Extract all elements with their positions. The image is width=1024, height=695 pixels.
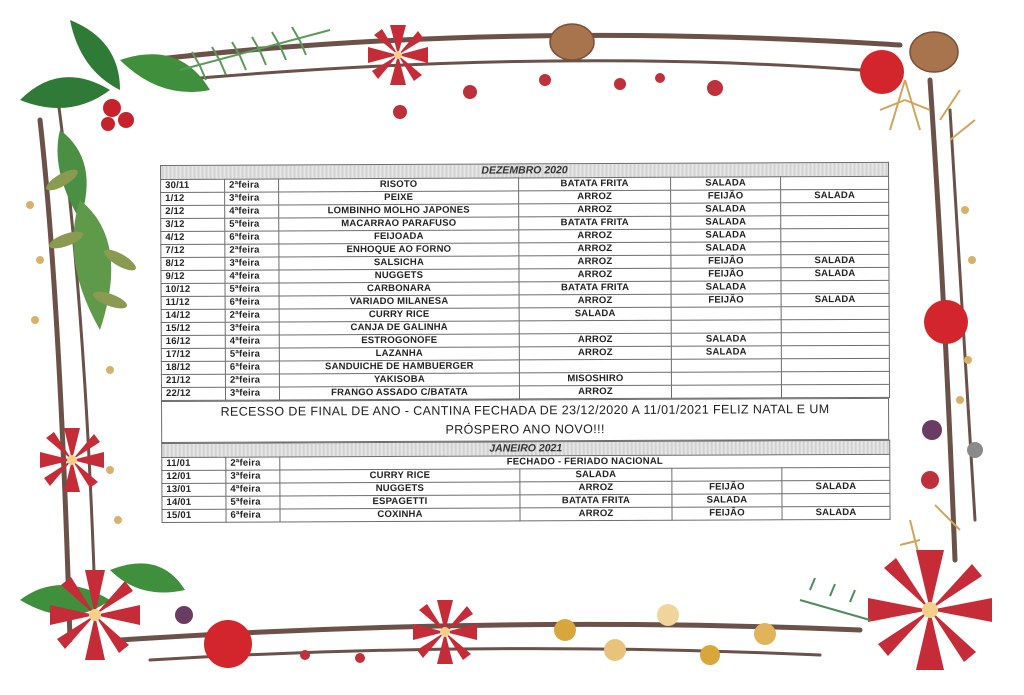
side-dish-2-cell: SALADA — [671, 216, 781, 229]
lunch-menu-document — [160, 162, 890, 523]
side-dish-3-cell — [781, 306, 889, 319]
main-dish-cell: ENHOQUE AO FORNO — [279, 243, 519, 257]
side-dish-2-cell: SALADA — [672, 494, 782, 507]
side-dish-3-cell — [781, 371, 889, 384]
weekday-cell: 6ªfeira — [225, 361, 279, 374]
side-dish-cell: ARROZ — [519, 255, 671, 269]
date-cell: 21/12 — [161, 374, 225, 387]
weekday-cell: 3ªfeira — [225, 257, 279, 270]
notice-table — [161, 398, 889, 443]
side-dish-2-cell — [671, 385, 781, 398]
side-dish-2-cell: FEIJÃO — [671, 190, 781, 203]
side-dish-cell: BATATA FRITA — [519, 216, 671, 230]
side-dish-cell: ARROZ — [519, 268, 671, 282]
main-dish-cell: ESPAGETTI — [280, 495, 520, 509]
main-dish-cell: SANDUICHE DE HAMBUERGER — [279, 360, 519, 374]
main-dish-cell: CARBONARA — [279, 282, 519, 296]
date-cell: 13/01 — [162, 483, 226, 496]
main-dish-cell: CURRY RICE — [280, 469, 520, 483]
side-dish-2-cell: SALADA — [671, 333, 781, 346]
side-dish-3-cell — [781, 202, 889, 215]
weekday-cell: 2ªfeira — [225, 244, 279, 257]
weekday-cell: 4ªfeira — [225, 270, 279, 283]
weekday-cell: 3ªfeira — [226, 470, 280, 483]
weekday-cell: 3ªfeira — [225, 192, 279, 205]
side-dish-2-cell: SALADA — [671, 346, 781, 359]
main-dish-cell: SALSICHA — [279, 256, 519, 270]
side-dish-2-cell: SALADA — [671, 229, 781, 242]
side-dish-2-cell — [671, 307, 781, 320]
main-dish-cell: FRANGO ASSADO C/BATATA — [279, 386, 519, 400]
date-cell: 2/12 — [161, 205, 225, 218]
date-cell: 11/12 — [161, 296, 225, 309]
side-dish-cell: ARROZ — [519, 203, 671, 217]
side-dish-2-cell: FEIJÃO — [672, 481, 782, 494]
poinsettia-icon — [368, 25, 428, 85]
side-dish-2-cell — [671, 359, 781, 372]
weekday-cell: 6ªfeira — [226, 509, 280, 522]
main-dish-cell: MACARRAO PARAFUSO — [279, 217, 519, 231]
side-dish-3-cell — [781, 280, 889, 293]
date-cell: 15/01 — [162, 509, 226, 522]
side-dish-3-cell — [781, 332, 889, 345]
main-dish-cell: RISOTO — [279, 178, 519, 192]
weekday-cell: 4ªfeira — [225, 205, 279, 218]
side-dish-2-cell: SALADA — [671, 177, 781, 190]
weekday-cell: 3ªfeira — [225, 387, 279, 400]
weekday-cell: 2ªfeira — [225, 179, 279, 192]
weekday-cell: 6ªfeira — [225, 231, 279, 244]
date-cell: 17/12 — [161, 348, 225, 361]
table-row — [162, 506, 890, 522]
date-cell: 8/12 — [161, 257, 225, 270]
side-dish-3-cell — [781, 176, 889, 189]
side-dish-cell: BATATA FRITA — [519, 281, 671, 295]
side-dish-3-cell — [781, 215, 889, 228]
weekday-cell: 2ªfeira — [225, 374, 279, 387]
side-dish-2-cell: FEIJÃO — [671, 268, 781, 281]
weekday-cell: 3ªfeira — [225, 322, 279, 335]
date-cell: 1/12 — [161, 192, 225, 205]
january-menu-table — [161, 440, 890, 523]
weekday-cell: 5ªfeira — [226, 496, 280, 509]
side-dish-2-cell: FEIJÃO — [671, 255, 781, 268]
main-dish-cell: NUGGETS — [280, 482, 520, 496]
side-dish-cell — [519, 320, 671, 334]
main-dish-cell: PEIXE — [279, 191, 519, 205]
holiday-notice — [162, 398, 889, 442]
side-dish-3-cell: SALADA — [781, 293, 889, 306]
side-dish-cell: ARROZ — [519, 333, 671, 347]
side-dish-3-cell: SALADA — [781, 254, 889, 267]
side-dish-3-cell — [782, 493, 890, 506]
date-cell: 7/12 — [161, 244, 225, 257]
side-dish-3-cell — [781, 345, 889, 358]
side-dish-3-cell: SALADA — [782, 480, 890, 493]
weekday-cell: 5ªfeira — [225, 218, 279, 231]
main-dish-cell: LOMBINHO MOLHO JAPONES — [279, 204, 519, 218]
date-cell: 10/12 — [161, 283, 225, 296]
side-dish-3-cell — [782, 467, 890, 480]
main-dish-cell: ESTROGONOFE — [279, 334, 519, 348]
date-cell: 9/12 — [161, 270, 225, 283]
main-dish-cell: COXINHA — [280, 508, 520, 522]
notice-line-1: RECESSO DE FINAL DE ANO - CANTINA FECHADA DE 23/12/2020 A 11/01/2021 FELIZ NATAL E UM — [220, 402, 830, 419]
date-cell: 11/01 — [162, 457, 226, 470]
side-dish-cell: ARROZ — [519, 242, 671, 256]
date-cell: 12/01 — [162, 470, 226, 483]
side-dish-2-cell: SALADA — [671, 242, 781, 255]
main-dish-cell: CURRY RICE — [279, 308, 519, 322]
side-dish-3-cell: SALADA — [781, 267, 889, 280]
month-title: DEZEMBRO 2020 — [161, 162, 889, 179]
side-dish-3-cell — [781, 358, 889, 371]
side-dish-cell: SALADA — [520, 468, 672, 482]
date-cell: 3/12 — [161, 218, 225, 231]
main-dish-cell: LAZANHA — [279, 347, 519, 361]
side-dish-3-cell — [781, 384, 889, 397]
poinsettia-icon — [868, 550, 992, 670]
side-dish-cell: MISOSHIRO — [519, 372, 671, 386]
date-cell: 22/12 — [161, 387, 225, 400]
poinsettia-icon — [40, 428, 104, 492]
poinsettia-icon — [50, 570, 140, 660]
main-dish-cell: NUGGETS — [279, 269, 519, 283]
side-dish-cell: ARROZ — [519, 346, 671, 360]
side-dish-cell: ARROZ — [520, 481, 672, 495]
side-dish-cell: ARROZ — [519, 294, 671, 308]
side-dish-cell: ARROZ — [520, 507, 672, 521]
weekday-cell: 2ªfeira — [226, 457, 280, 470]
date-cell: 16/12 — [161, 335, 225, 348]
side-dish-3-cell — [781, 228, 889, 241]
side-dish-cell: BATATA FRITA — [520, 494, 672, 508]
notice-line-2: PRÓSPERO ANO NOVO!!! — [445, 422, 605, 437]
date-cell: 14/12 — [161, 309, 225, 322]
date-cell: 15/12 — [161, 322, 225, 335]
side-dish-cell: ARROZ — [519, 385, 671, 399]
main-dish-cell: CANJA DE GALINHA — [279, 321, 519, 335]
side-dish-cell: BATATA FRITA — [519, 177, 671, 191]
december-menu-table — [160, 162, 890, 401]
main-dish-cell: VARIADO MILANESA — [279, 295, 519, 309]
side-dish-2-cell: SALADA — [671, 281, 781, 294]
weekday-cell: 4ªfeira — [225, 335, 279, 348]
poinsettia-icon — [413, 600, 477, 664]
date-cell: 14/01 — [162, 496, 226, 509]
side-dish-cell — [519, 359, 671, 373]
date-cell: 18/12 — [161, 361, 225, 374]
weekday-cell: 4ªfeira — [226, 483, 280, 496]
side-dish-2-cell — [672, 468, 782, 481]
weekday-cell: 2ªfeira — [225, 309, 279, 322]
month-title: JANEIRO 2021 — [162, 440, 890, 457]
main-dish-cell: YAKISOBA — [279, 373, 519, 387]
weekday-cell: 6ªfeira — [225, 296, 279, 309]
weekday-cell: 5ªfeira — [225, 348, 279, 361]
side-dish-3-cell: SALADA — [782, 506, 890, 519]
side-dish-3-cell — [781, 319, 889, 332]
side-dish-cell: ARROZ — [519, 190, 671, 204]
side-dish-2-cell: SALADA — [671, 203, 781, 216]
side-dish-2-cell: FEIJÃO — [672, 507, 782, 520]
side-dish-3-cell — [781, 241, 889, 254]
side-dish-3-cell: SALADA — [781, 189, 889, 202]
side-dish-2-cell — [671, 320, 781, 333]
side-dish-2-cell: FEIJÃO — [671, 294, 781, 307]
side-dish-2-cell — [671, 372, 781, 385]
date-cell: 4/12 — [161, 231, 225, 244]
date-cell: 30/11 — [161, 179, 225, 192]
weekday-cell: 5ªfeira — [225, 283, 279, 296]
main-dish-cell: FEIJOADA — [279, 230, 519, 244]
holiday-cell: FECHADO - FERIADO NACIONAL — [280, 454, 890, 470]
side-dish-cell: SALADA — [519, 307, 671, 321]
side-dish-cell: ARROZ — [519, 229, 671, 243]
